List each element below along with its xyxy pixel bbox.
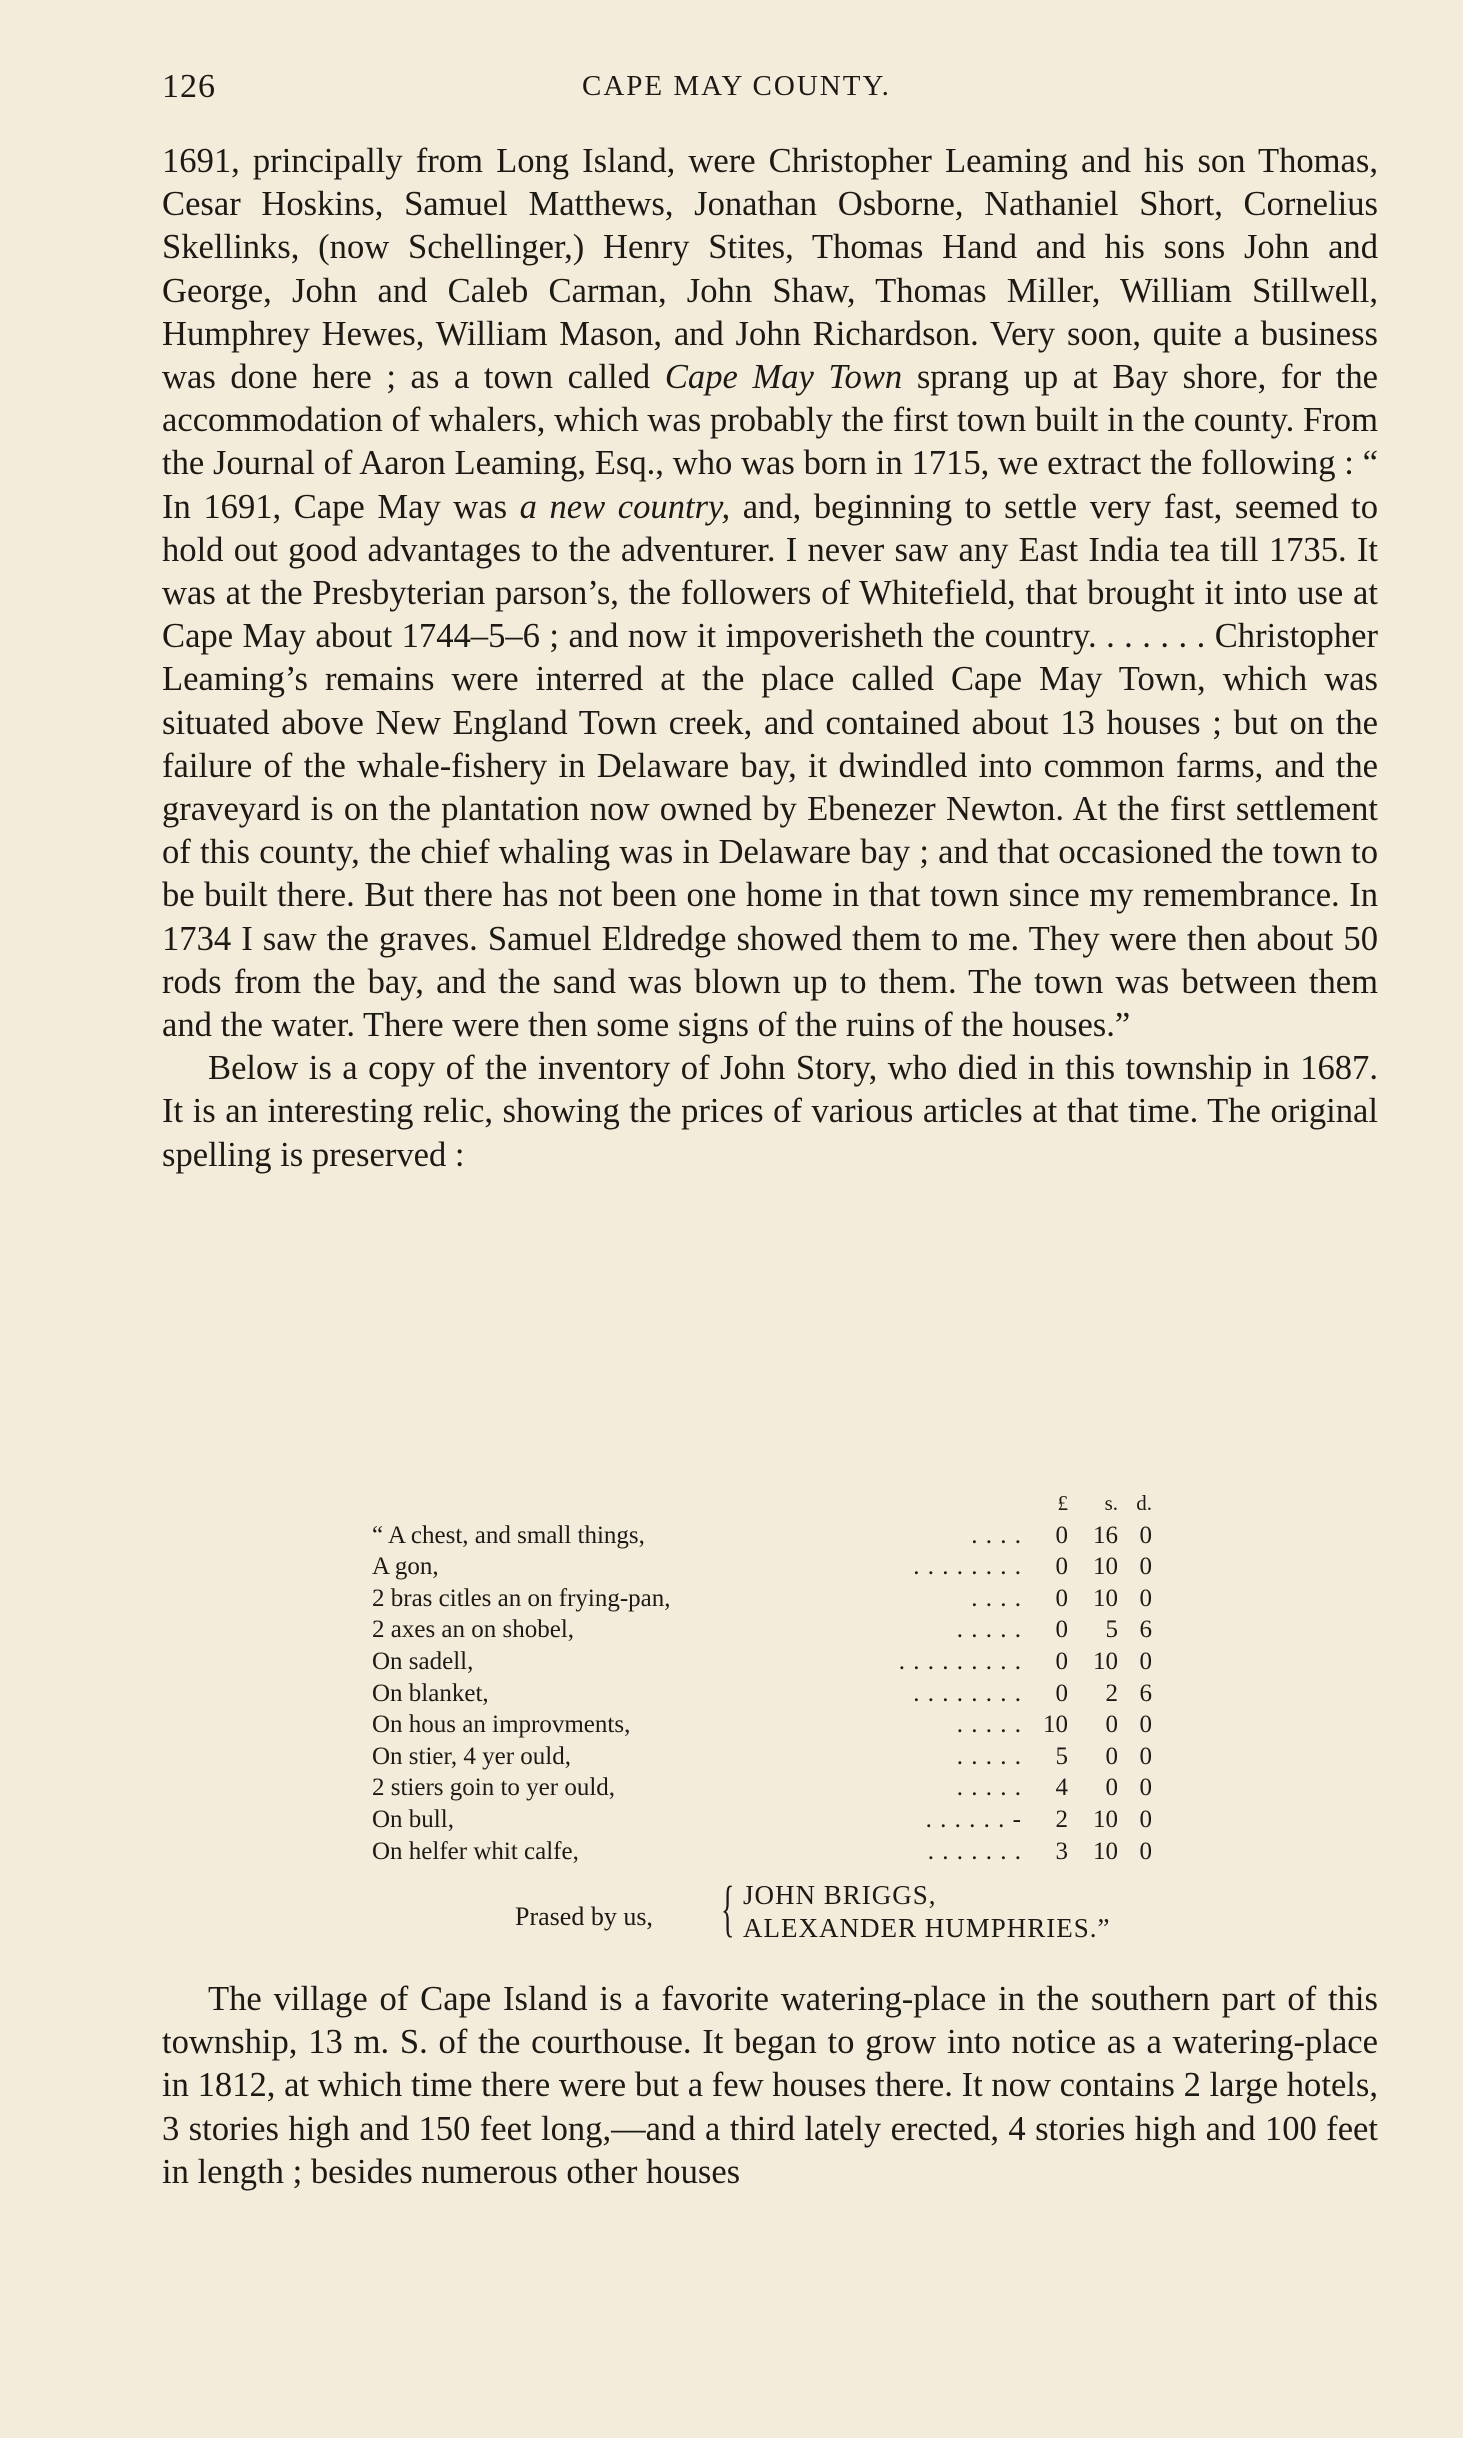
- signature-label: Prased by us,: [515, 1902, 653, 1931]
- inventory-item: On hous an improvments,: [372, 1711, 631, 1739]
- inventory-pence: 0: [1139, 1837, 1152, 1865]
- inventory-item: On sadell,: [372, 1647, 474, 1675]
- inventory-pence: 0: [1139, 1584, 1152, 1612]
- inventory-row: [372, 1709, 1172, 1741]
- inventory-item: 2 axes an on shobel,: [372, 1616, 575, 1644]
- inventory-pence: 6: [1139, 1616, 1152, 1644]
- inventory-item: On blanket,: [372, 1679, 489, 1707]
- inventory-leader-dots: . . . . . . -: [925, 1805, 1022, 1833]
- inventory-row: [372, 1772, 1172, 1804]
- inventory-shillings: 10: [1093, 1553, 1118, 1581]
- inventory-pounds: 10: [1043, 1711, 1068, 1739]
- paragraph-1-italic-b: a new country,: [519, 487, 731, 526]
- inventory-row: [372, 1678, 1172, 1710]
- inventory-item: On helfer whit calfe,: [372, 1837, 579, 1865]
- appraiser-name-2: ALEXANDER HUMPHRIES.”: [743, 1913, 1111, 1943]
- inventory-item: A gon,: [372, 1553, 439, 1581]
- inventory-rows: [372, 1520, 1172, 1868]
- inventory-pence: 0: [1139, 1521, 1152, 1549]
- inventory-shillings: 0: [1105, 1742, 1118, 1770]
- inventory-shillings: 10: [1093, 1837, 1118, 1865]
- inventory-pounds: 0: [1055, 1616, 1068, 1644]
- page-header: [162, 68, 1378, 118]
- inventory-leader-dots: . . . .: [971, 1584, 1022, 1612]
- inventory-row: [372, 1741, 1172, 1773]
- inventory-item: 2 bras citles an on frying-pan,: [372, 1584, 671, 1612]
- inventory-row: [372, 1583, 1172, 1615]
- inventory-item: “ A chest, and small things,: [372, 1521, 645, 1549]
- inventory-pounds: 0: [1055, 1521, 1068, 1549]
- brace-glyph: {: [721, 1875, 735, 1943]
- paragraph-journal-extract: [162, 140, 1378, 1047]
- inventory-pounds: 0: [1055, 1679, 1068, 1707]
- paragraph-1-text-a: 1691, principally from Long Island, were Christopher Leaming and his son Thomas, Cesar Hoskins, Samuel Matthews, Jonathan Osborne, Nathaniel Short, Cornelius Skellinks, (now Schellinger,) Henry Stites, Thomas Hand and his sons John and George, John and Caleb Carman, John Shaw, Thomas Miller, William Stillwell, Humphrey Hewes, William Mason, and John Richardson. Very soon, quite a business was done here ; as a town called: [162, 142, 1378, 397]
- inventory-pence: 6: [1139, 1679, 1152, 1707]
- inventory-pounds: 5: [1055, 1742, 1068, 1770]
- inventory-row: [372, 1646, 1172, 1678]
- inventory-shillings: 0: [1105, 1774, 1118, 1802]
- inventory-pounds: 3: [1055, 1837, 1068, 1865]
- inventory-pounds: 0: [1055, 1553, 1068, 1581]
- page-number: 126: [162, 68, 216, 105]
- inventory-shillings: 0: [1105, 1711, 1118, 1739]
- inventory-pence: 0: [1139, 1553, 1152, 1581]
- appraiser-name-1: JOHN BRIGGS,: [743, 1880, 937, 1910]
- paragraph-1-italic-a: Cape May Town: [664, 358, 903, 397]
- appraisers-signature: [515, 1875, 1315, 1960]
- inventory-leader-dots: . . . . .: [956, 1774, 1022, 1802]
- main-text-block: [162, 140, 1378, 1177]
- inventory-shillings: 16: [1093, 1521, 1118, 1549]
- inventory-pence: 0: [1139, 1774, 1152, 1802]
- inventory-leader-dots: . . . . .: [956, 1616, 1022, 1644]
- paragraph-1-text-b: sprang up at Bay shore, for the accommodation of whalers, which was probably the first town built in the county. From the Journal of Aaron Leaming, Esq., who was born in 1715, we extract the following : “ In 1691, Cape May was: [162, 358, 1378, 526]
- column-header-shillings: s.: [1104, 1491, 1118, 1515]
- cape-island-text-block: [162, 1978, 1378, 2194]
- paragraph-inventory-intro: Below is a copy of the inventory of John Story, who died in this township in 1687. It is an interesting relic, showing the prices of various articles at that time. The original spelling is preserved :: [162, 1049, 1378, 1174]
- inventory-pounds: 0: [1055, 1647, 1068, 1675]
- inventory-shillings: 10: [1093, 1805, 1118, 1833]
- inventory-shillings: 2: [1105, 1679, 1118, 1707]
- inventory-header-row: [372, 1488, 1172, 1520]
- inventory-shillings: 10: [1093, 1647, 1118, 1675]
- column-header-pence: d.: [1136, 1491, 1152, 1515]
- inventory-leader-dots: . . . . .: [956, 1742, 1022, 1770]
- inventory-item: 2 stiers goin to yer ould,: [372, 1774, 616, 1802]
- running-head: CAPE MAY COUNTY.: [582, 70, 891, 102]
- inventory-row: [372, 1551, 1172, 1583]
- inventory-pounds: 4: [1055, 1774, 1068, 1802]
- inventory-pence: 0: [1139, 1647, 1152, 1675]
- inventory-row: [372, 1836, 1172, 1868]
- inventory-row: [372, 1614, 1172, 1646]
- inventory-shillings: 5: [1105, 1616, 1118, 1644]
- inventory-item: On bull,: [372, 1805, 454, 1833]
- inventory-row: [372, 1520, 1172, 1552]
- inventory-leader-dots: . . . . . . .: [927, 1837, 1022, 1865]
- inventory-leader-dots: . . . . . . . .: [913, 1553, 1022, 1581]
- inventory-leader-dots: . . . . . . . . .: [898, 1647, 1022, 1675]
- inventory-pounds: 0: [1055, 1584, 1068, 1612]
- inventory-pence: 0: [1139, 1805, 1152, 1833]
- inventory-leader-dots: . . . . . . . .: [913, 1679, 1022, 1707]
- inventory-item: On stier, 4 yer ould,: [372, 1742, 571, 1770]
- paragraph-1-text-c: and, beginning to settle very fast, seemed to hold out good advantages to the adventurer. I never saw any East India tea till 1735. It was at the Presbyterian parson’s, the followers of Whitefield, that brought it into use at Cape May about 1744–5–6 ; and now it impoverisheth the country. . . . . . . Christopher Leaming’s remains were interred at the place called Cape May Town, which was situated above New England Town creek, and contained about 13 houses ; but on the failure of the whale-fishery in Delaware bay, it dwindled into common farms, and the graveyard is on the plantation now owned by Ebenezer Newton. At the first settlement of this county, the chief whaling was in Delaware bay ; and that occasioned the town to be built there. But there has not been one home in that town since my remembrance. In 1734 I saw the graves. Samuel Eldredge showed them to me. They were then about 50 rods from the bay, and the sand was blown up to them. The town was between them and the water. There were then some signs of the ruins of the houses.”: [162, 487, 1378, 1045]
- inventory-pounds: 2: [1055, 1805, 1068, 1833]
- inventory-pence: 0: [1139, 1742, 1152, 1770]
- inventory-shillings: 10: [1093, 1584, 1118, 1612]
- inventory-row: [372, 1804, 1172, 1836]
- inventory-leader-dots: . . . . .: [956, 1711, 1022, 1739]
- inventory-leader-dots: . . . .: [971, 1521, 1022, 1549]
- column-header-pounds: £: [1057, 1491, 1068, 1515]
- inventory-table: [372, 1488, 1172, 1867]
- inventory-pence: 0: [1139, 1711, 1152, 1739]
- paragraph-cape-island: The village of Cape Island is a favorite watering-place in the southern part of this township, 13 m. S. of the courthouse. It began to grow into notice as a watering-place in 1812, at which time there were but a few houses there. It now contains 2 large hotels, 3 stories high and 150 feet long,—and a third lately erected, 4 stories high and 100 feet in length ; besides numerous other houses: [162, 1980, 1378, 2191]
